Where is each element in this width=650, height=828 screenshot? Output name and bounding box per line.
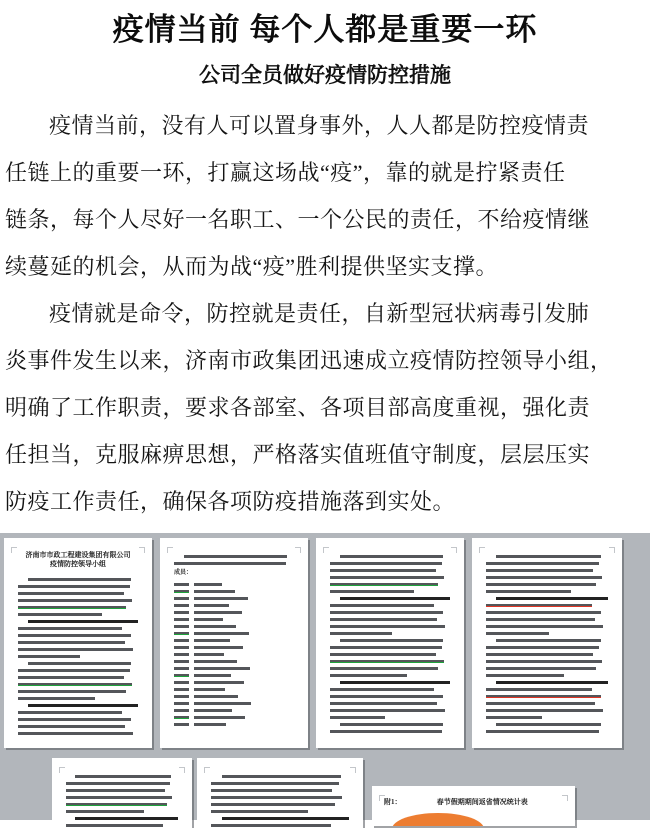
paragraph-line: 疫情当前，没有人可以置身事外，人人都是防控疫情责 bbox=[49, 113, 590, 138]
article-subtitle: 公司全员做好疫情防控措施 bbox=[199, 63, 451, 87]
mini-page-2-heading: 成员： bbox=[174, 570, 193, 576]
attachment-title: 春节假期期间返省情况统计表 bbox=[436, 798, 528, 806]
paragraph-line: 链条，每个人尽好一名职工、一个公民的责任，不给疫情继 bbox=[5, 207, 591, 232]
article-body bbox=[5, 102, 645, 525]
mini-page-text-lines bbox=[197, 758, 363, 828]
mini-page-text-lines bbox=[160, 538, 308, 567]
article-title: 疫情当前 每个人都是重要一环 bbox=[112, 12, 538, 47]
mini-page-5 bbox=[52, 758, 192, 828]
paragraph-2 bbox=[5, 290, 645, 525]
mini-page-3 bbox=[316, 538, 464, 748]
mini-page-text-lines bbox=[4, 573, 152, 737]
mini-page-1-title: 济南市市政工程建设集团有限公司 疫情防控领导小组 bbox=[25, 551, 131, 568]
paragraph-line: 疫情就是命令，防控就是责任，自新型冠状病毒引发肺 bbox=[49, 301, 590, 326]
mini-page-name-list bbox=[160, 578, 308, 728]
paragraph-line: 明确了工作职责，要求各部室、各项目部高度重视，强化责 bbox=[5, 395, 591, 420]
paragraph-line: 防疫工作责任，确保各项防疫措施落到实处。 bbox=[5, 489, 456, 514]
mini-page-text-lines bbox=[52, 758, 192, 828]
paragraph-line: 炎事件发生以来，济南市政集团迅速成立疫情防控领导小组， bbox=[5, 348, 613, 373]
paragraph-1 bbox=[5, 102, 645, 290]
mini-page-6 bbox=[197, 758, 363, 828]
document-preview-area bbox=[0, 533, 650, 820]
attachment-label: 附1： bbox=[384, 798, 402, 806]
mini-page-text-lines bbox=[316, 538, 464, 735]
mini-page-4 bbox=[472, 538, 622, 748]
mini-page-2 bbox=[160, 538, 308, 748]
mini-page-text-lines bbox=[472, 538, 622, 735]
paragraph-line: 续蔓延的机会，从而为战“疫”胜利提供坚实支撑。 bbox=[5, 254, 499, 279]
paragraph-line: 任链上的重要一环，打赢这场战“疫”，靠的就是拧紧责任 bbox=[5, 160, 566, 185]
mini-page-attachment bbox=[372, 786, 575, 826]
paragraph-line: 任担当，克服麻痹思想，严格落实值班值守制度，层层压实 bbox=[5, 442, 591, 467]
attachment-header bbox=[384, 798, 563, 807]
mini-page-1 bbox=[4, 538, 152, 748]
